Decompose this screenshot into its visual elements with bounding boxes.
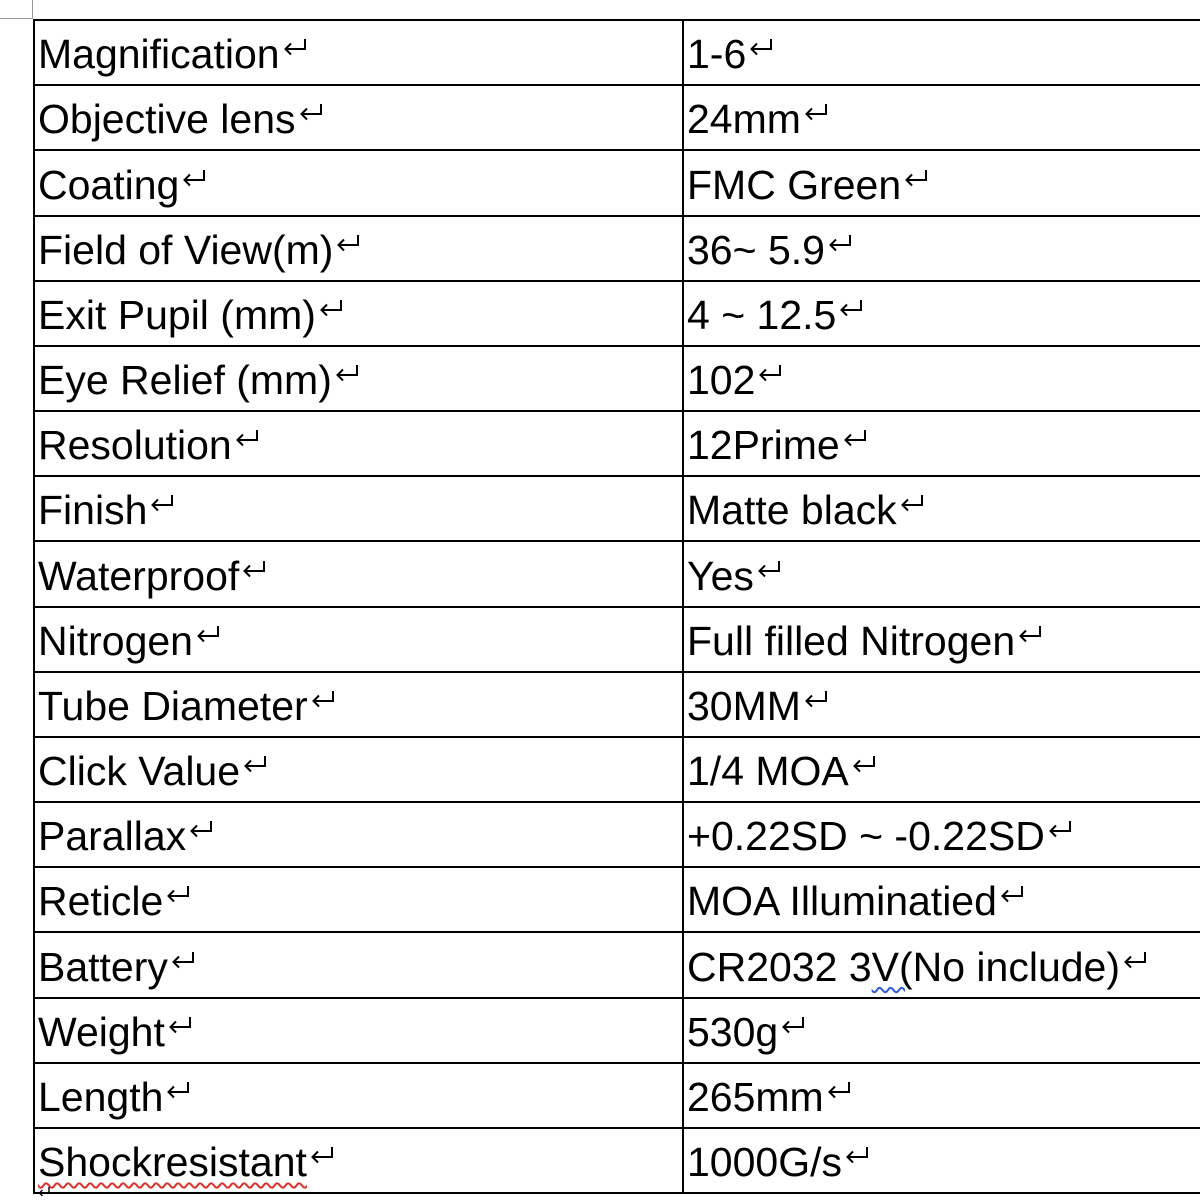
paragraph-return-mark-icon [755, 559, 782, 579]
table-row [34, 607, 1200, 672]
spec-value: Full filled Nitrogen [687, 617, 1016, 664]
spec-label: Parallax [38, 813, 187, 860]
spec-label: Field of View(m) [38, 226, 334, 273]
paragraph-return-mark-icon [779, 1015, 806, 1035]
spec-label: Nitrogen [38, 617, 193, 664]
spec-label: Length [38, 1073, 164, 1120]
paragraph-return-mark-icon [166, 1015, 193, 1035]
table-row [34, 281, 1200, 346]
table-row [34, 802, 1200, 867]
spec-label: Weight [38, 1008, 165, 1055]
grammar-flagged-text[interactable]: V( [871, 943, 913, 990]
paragraph-return-mark-icon [37, 1186, 51, 1198]
spec-value-cell[interactable] [683, 672, 1200, 737]
spec-label: Reticle [38, 878, 164, 925]
spec-value: 1-6 [687, 31, 747, 78]
spec-value-cell[interactable] [683, 281, 1200, 346]
spec-label-cell[interactable] [34, 20, 683, 85]
spec-label: Coating [38, 161, 180, 208]
paragraph-return-mark-icon [308, 1145, 335, 1165]
paragraph-return-mark-icon [317, 298, 344, 318]
spec-value: 530g [687, 1008, 779, 1055]
spec-label-cell[interactable] [34, 541, 683, 606]
table-row [34, 998, 1200, 1063]
paragraph-return-mark-icon [187, 819, 214, 839]
spec-value-cell[interactable] [683, 150, 1200, 215]
spec-label: Click Value [38, 748, 241, 795]
spec-label-cell[interactable] [34, 607, 683, 672]
table-row [34, 476, 1200, 541]
spec-table-body [34, 20, 1200, 1193]
spec-label-cell[interactable] [34, 346, 683, 411]
spec-value-part: No include) [912, 943, 1121, 990]
paragraph-return-mark-icon [841, 428, 868, 448]
spec-label: Magnification [38, 31, 280, 78]
paragraph-return-mark-icon [309, 689, 336, 709]
paragraph-return-mark-icon [334, 233, 361, 253]
paragraph-return-mark-icon [837, 298, 864, 318]
spec-table [33, 19, 1200, 1194]
table-row [34, 932, 1200, 997]
paragraph-return-mark-icon [902, 168, 929, 188]
table-row [34, 216, 1200, 281]
spec-value: 36~ 5.9 [687, 226, 825, 273]
spec-label-cell[interactable] [34, 802, 683, 867]
spec-label: Objective lens [38, 96, 296, 143]
spelling-flagged-label[interactable]: Shockresistant [38, 1139, 307, 1186]
spec-value-cell[interactable] [683, 607, 1200, 672]
paragraph-return-mark-icon [164, 1080, 191, 1100]
spec-label-cell[interactable] [34, 998, 683, 1063]
paragraph-return-mark-icon [164, 884, 191, 904]
spec-value: Yes [687, 552, 754, 599]
spec-label-cell[interactable] [34, 1063, 683, 1128]
spec-value: Matte black [687, 487, 897, 534]
paragraph-return-mark-icon [998, 884, 1025, 904]
spec-value: 24mm [687, 96, 801, 143]
paragraph-return-mark-icon [333, 363, 360, 383]
spec-value: FMC Green [687, 161, 902, 208]
spec-value [687, 937, 1120, 997]
spec-label-cell[interactable] [34, 476, 683, 541]
spec-value-cell[interactable] [683, 216, 1200, 281]
spec-label: Tube Diameter [38, 682, 308, 729]
spec-label-cell[interactable] [34, 281, 683, 346]
spec-label-cell[interactable] [34, 737, 683, 802]
spec-label-cell[interactable] [34, 932, 683, 997]
spec-label: Battery [38, 943, 168, 990]
table-row [34, 867, 1200, 932]
paragraph-return-mark-icon [1016, 624, 1043, 644]
spec-value: 1000G/s [687, 1139, 842, 1186]
spec-label-cell[interactable] [34, 216, 683, 281]
table-row [34, 1128, 1200, 1193]
spec-value-part: CR2032 3 [687, 943, 872, 990]
paragraph-return-mark-icon [240, 559, 267, 579]
spec-value-cell[interactable] [683, 476, 1200, 541]
paragraph-return-mark-icon [850, 754, 877, 774]
paragraph-return-mark-icon [843, 1145, 870, 1165]
table-row [34, 85, 1200, 150]
paragraph-return-mark-icon [825, 1080, 852, 1100]
spec-value-cell[interactable] [683, 411, 1200, 476]
paragraph-return-mark-icon [148, 493, 175, 513]
spec-label-cell[interactable] [34, 150, 683, 215]
spec-value-cell[interactable] [683, 1128, 1200, 1193]
spec-value: 265mm [687, 1073, 824, 1120]
spec-value: 1/4 MOA [687, 748, 849, 795]
table-row [34, 1063, 1200, 1128]
spec-label: Resolution [38, 422, 232, 469]
spec-value: 4 ~ 12.5 [687, 291, 837, 338]
spec-value-cell[interactable] [683, 1063, 1200, 1128]
paragraph-return-mark-icon [756, 363, 783, 383]
paragraph-return-mark-icon [1046, 819, 1073, 839]
spec-label-cell[interactable] [34, 411, 683, 476]
spec-value: 12Prime [687, 422, 840, 469]
spec-value-cell[interactable] [683, 85, 1200, 150]
table-row [34, 20, 1200, 85]
page-margin-corner-mark [32, 0, 33, 19]
spec-value: 102 [687, 357, 756, 404]
spec-value: +0.22SD ~ -0.22SD [687, 813, 1045, 860]
spec-value-cell[interactable] [683, 932, 1200, 997]
spec-value-cell[interactable] [683, 867, 1200, 932]
paragraph-return-mark-icon [169, 950, 196, 970]
paragraph-return-mark-icon [747, 37, 774, 57]
paragraph-return-mark-icon [826, 233, 853, 253]
spec-label: Waterproof [38, 552, 240, 599]
spec-value-cell[interactable] [683, 20, 1200, 85]
spec-label: Eye Relief (mm) [38, 357, 332, 404]
paragraph-return-mark-icon [1121, 950, 1148, 970]
paragraph-return-mark-icon [180, 168, 207, 188]
table-row [34, 346, 1200, 411]
table-row [34, 150, 1200, 215]
spec-label: Finish [38, 487, 148, 534]
paragraph-return-mark-icon [297, 102, 324, 122]
spec-value-cell[interactable] [683, 346, 1200, 411]
paragraph-return-mark-icon [802, 102, 829, 122]
spec-value-cell[interactable] [683, 802, 1200, 867]
spec-label-cell[interactable] [34, 672, 683, 737]
spec-label: Exit Pupil (mm) [38, 291, 316, 338]
paragraph-return-mark-icon [233, 428, 260, 448]
paragraph-return-mark-icon [898, 493, 925, 513]
spec-label-cell[interactable] [34, 1128, 683, 1193]
table-row [34, 541, 1200, 606]
spec-value-cell[interactable] [683, 737, 1200, 802]
table-row [34, 672, 1200, 737]
paragraph-return-mark-icon [281, 37, 308, 57]
spec-value-cell[interactable] [683, 541, 1200, 606]
spec-value-cell[interactable] [683, 998, 1200, 1063]
paragraph-return-mark-icon [802, 689, 829, 709]
paragraph-return-mark-icon [194, 624, 221, 644]
table-row [34, 411, 1200, 476]
spec-value: 30MM [687, 682, 801, 729]
spec-label-cell[interactable] [34, 867, 683, 932]
spec-label-cell[interactable] [34, 85, 683, 150]
table-row [34, 737, 1200, 802]
page-margin-corner-mark [0, 18, 33, 19]
spec-value: MOA Illuminatied [687, 878, 997, 925]
paragraph-return-mark-icon [241, 754, 268, 774]
